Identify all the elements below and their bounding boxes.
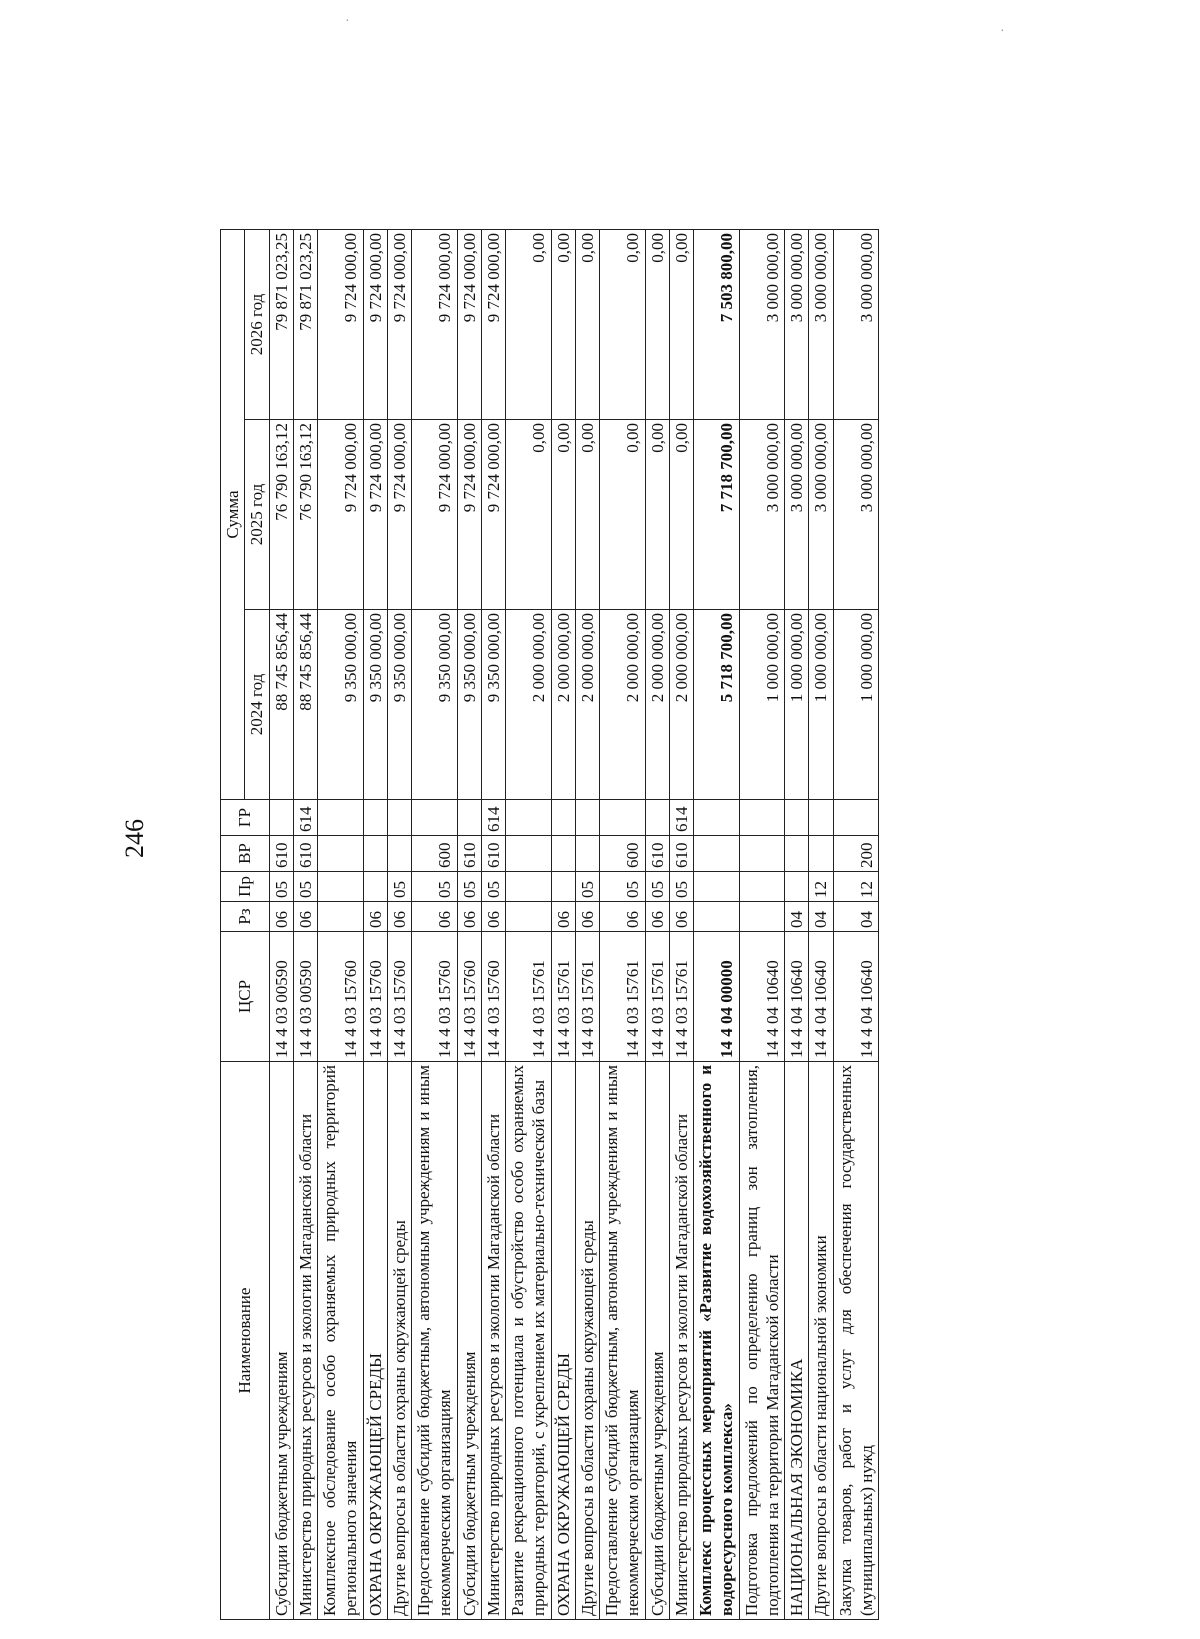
header-2025: 2025 год <box>245 420 269 610</box>
cell-y2025: 3 000 000,00 <box>739 420 785 610</box>
header-2026: 2026 год <box>245 229 269 419</box>
cell-pr <box>363 872 387 902</box>
cell-gr <box>412 800 458 836</box>
cell-rz <box>694 902 740 932</box>
table-row <box>506 229 552 1619</box>
cell-name: Развитие рекреационного потенциала и обустройство особо охраняемых природных территорий, с укреплением их материально-технической базы <box>506 1062 552 1620</box>
cell-name: Министерство природных ресурсов и экологии Магаданской области <box>293 1062 317 1620</box>
cell-y2026: 3 000 000,00 <box>833 229 879 419</box>
cell-y2026: 0,00 <box>551 229 575 419</box>
cell-rz: 06 <box>363 902 387 932</box>
cell-pr: 05 <box>387 872 411 902</box>
table-row <box>645 229 669 1619</box>
cell-rz: 06 <box>575 902 599 932</box>
cell-y2026: 9 724 000,00 <box>318 229 364 419</box>
cell-y2026: 9 724 000,00 <box>363 229 387 419</box>
cell-y2025: 3 000 000,00 <box>809 420 833 610</box>
cell-gr <box>833 800 879 836</box>
cell-pr <box>694 872 740 902</box>
cell-pr: 12 <box>809 872 833 902</box>
cell-y2026: 0,00 <box>645 229 669 419</box>
table-row <box>457 229 481 1619</box>
cell-y2024: 9 350 000,00 <box>481 610 505 800</box>
cell-vr <box>739 836 785 872</box>
cell-y2024: 2 000 000,00 <box>506 610 552 800</box>
cell-y2025: 9 724 000,00 <box>457 420 481 610</box>
cell-y2026: 0,00 <box>669 229 693 419</box>
cell-y2026: 3 000 000,00 <box>739 229 785 419</box>
cell-y2026: 9 724 000,00 <box>412 229 458 419</box>
cell-pr: 05 <box>645 872 669 902</box>
header-2024: 2024 год <box>245 610 269 800</box>
cell-pr: 05 <box>457 872 481 902</box>
scan-mark: · <box>345 14 350 29</box>
cell-rz: 06 <box>669 902 693 932</box>
table-row <box>600 229 646 1619</box>
table-row <box>669 229 693 1619</box>
cell-csr: 14 4 03 15760 <box>481 932 505 1062</box>
cell-gr <box>694 800 740 836</box>
table-row <box>363 229 387 1619</box>
cell-y2026: 0,00 <box>506 229 552 419</box>
cell-csr: 14 4 03 15761 <box>669 932 693 1062</box>
cell-csr: 14 4 03 15761 <box>551 932 575 1062</box>
cell-gr <box>318 800 364 836</box>
cell-rz: 06 <box>293 902 317 932</box>
cell-rz <box>318 902 364 932</box>
cell-y2024: 1 000 000,00 <box>739 610 785 800</box>
cell-name: Министерство природных ресурсов и экологии Магаданской области <box>669 1062 693 1620</box>
cell-y2026: 79 871 023,25 <box>269 229 293 419</box>
cell-y2024: 2 000 000,00 <box>600 610 646 800</box>
cell-y2025: 7 718 700,00 <box>694 420 740 610</box>
cell-name: Субсидии бюджетным учреждениям <box>645 1062 669 1620</box>
table-body <box>269 229 879 1619</box>
cell-rz <box>506 902 552 932</box>
cell-csr: 14 4 03 15760 <box>363 932 387 1062</box>
cell-rz: 04 <box>785 902 809 932</box>
cell-y2024: 2 000 000,00 <box>669 610 693 800</box>
cell-vr <box>785 836 809 872</box>
budget-table-container <box>220 230 1060 1620</box>
cell-name: Субсидии бюджетным учреждениям <box>269 1062 293 1620</box>
cell-name: ОХРАНА ОКРУЖАЮЩЕЙ СРЕДЫ <box>551 1062 575 1620</box>
cell-y2024: 9 350 000,00 <box>318 610 364 800</box>
table-row <box>387 229 411 1619</box>
header-csr: ЦСР <box>221 932 270 1062</box>
cell-gr <box>387 800 411 836</box>
table-row <box>833 229 879 1619</box>
cell-y2025: 9 724 000,00 <box>363 420 387 610</box>
cell-pr: 05 <box>481 872 505 902</box>
table-row <box>551 229 575 1619</box>
cell-pr: 05 <box>412 872 458 902</box>
cell-vr <box>575 836 599 872</box>
table-row <box>293 229 317 1619</box>
cell-name: Министерство природных ресурсов и экологии Магаданской области <box>481 1062 505 1620</box>
cell-y2024: 1 000 000,00 <box>833 610 879 800</box>
header-rz: Рз <box>221 902 270 932</box>
cell-csr: 14 4 04 10640 <box>785 932 809 1062</box>
cell-csr: 14 4 03 00590 <box>293 932 317 1062</box>
cell-vr <box>387 836 411 872</box>
table-row <box>412 229 458 1619</box>
cell-name: Предоставление субсидий бюджетным, автономным учреждениям и иным некоммерческим организациям <box>412 1062 458 1620</box>
cell-pr: 12 <box>833 872 879 902</box>
cell-y2025: 9 724 000,00 <box>387 420 411 610</box>
cell-y2024: 88 745 856,44 <box>269 610 293 800</box>
cell-vr: 600 <box>412 836 458 872</box>
cell-vr <box>318 836 364 872</box>
scan-mark: · <box>1000 24 1005 39</box>
table-row <box>318 229 364 1619</box>
cell-pr <box>739 872 785 902</box>
table-row <box>785 229 809 1619</box>
cell-rz: 06 <box>412 902 458 932</box>
cell-name: НАЦИОНАЛЬНАЯ ЭКОНОМИКА <box>785 1062 809 1620</box>
cell-vr <box>809 836 833 872</box>
cell-gr <box>575 800 599 836</box>
cell-name: Другие вопросы в области национальной экономики <box>809 1062 833 1620</box>
cell-y2025: 0,00 <box>506 420 552 610</box>
cell-csr: 14 4 03 15761 <box>506 932 552 1062</box>
cell-vr: 610 <box>645 836 669 872</box>
cell-y2024: 2 000 000,00 <box>645 610 669 800</box>
cell-gr <box>785 800 809 836</box>
cell-name: Субсидии бюджетным учреждениям <box>457 1062 481 1620</box>
cell-rz: 06 <box>645 902 669 932</box>
cell-vr: 610 <box>457 836 481 872</box>
table-row <box>269 229 293 1619</box>
cell-gr <box>551 800 575 836</box>
cell-gr <box>269 800 293 836</box>
cell-gr <box>363 800 387 836</box>
cell-pr: 05 <box>669 872 693 902</box>
cell-gr <box>645 800 669 836</box>
cell-pr: 05 <box>600 872 646 902</box>
cell-csr: 14 4 03 00590 <box>269 932 293 1062</box>
cell-y2024: 5 718 700,00 <box>694 610 740 800</box>
cell-csr: 14 4 04 10640 <box>833 932 879 1062</box>
cell-vr: 610 <box>669 836 693 872</box>
table-row <box>575 229 599 1619</box>
cell-y2025: 9 724 000,00 <box>412 420 458 610</box>
cell-rz: 06 <box>551 902 575 932</box>
table-header <box>221 229 270 1619</box>
cell-y2025: 9 724 000,00 <box>318 420 364 610</box>
header-gr: ГР <box>221 800 270 836</box>
cell-gr <box>457 800 481 836</box>
cell-y2025: 9 724 000,00 <box>481 420 505 610</box>
cell-y2026: 3 000 000,00 <box>809 229 833 419</box>
cell-vr: 200 <box>833 836 879 872</box>
cell-rz: 06 <box>269 902 293 932</box>
cell-y2025: 76 790 163,12 <box>269 420 293 610</box>
header-sum: Сумма <box>221 229 245 799</box>
cell-y2026: 9 724 000,00 <box>387 229 411 419</box>
cell-pr: 05 <box>575 872 599 902</box>
cell-rz: 06 <box>387 902 411 932</box>
cell-y2024: 1 000 000,00 <box>809 610 833 800</box>
cell-y2025: 0,00 <box>551 420 575 610</box>
cell-name: ОХРАНА ОКРУЖАЮЩЕЙ СРЕДЫ <box>363 1062 387 1620</box>
cell-gr: 614 <box>293 800 317 836</box>
cell-y2025: 76 790 163,12 <box>293 420 317 610</box>
cell-y2026: 3 000 000,00 <box>785 229 809 419</box>
cell-gr <box>506 800 552 836</box>
table-row <box>739 229 785 1619</box>
cell-pr: 05 <box>293 872 317 902</box>
table-row <box>694 229 740 1619</box>
cell-rz: 06 <box>457 902 481 932</box>
cell-name: Другие вопросы в области охраны окружающей среды <box>387 1062 411 1620</box>
cell-csr: 14 4 03 15761 <box>645 932 669 1062</box>
cell-vr <box>363 836 387 872</box>
cell-y2026: 9 724 000,00 <box>481 229 505 419</box>
cell-y2024: 9 350 000,00 <box>457 610 481 800</box>
cell-name: Подготовка предложений по определению границ зон затопления, подтопления на территории Магаданской области <box>739 1062 785 1620</box>
cell-rz: 04 <box>809 902 833 932</box>
cell-y2026: 7 503 800,00 <box>694 229 740 419</box>
cell-pr <box>318 872 364 902</box>
cell-gr: 614 <box>669 800 693 836</box>
cell-name: Предоставление субсидий бюджетным, автономным учреждениям и иным некоммерческим организациям <box>600 1062 646 1620</box>
cell-y2026: 0,00 <box>575 229 599 419</box>
cell-y2025: 0,00 <box>669 420 693 610</box>
cell-csr: 14 4 03 15760 <box>457 932 481 1062</box>
cell-csr: 14 4 03 15761 <box>600 932 646 1062</box>
cell-vr: 610 <box>481 836 505 872</box>
cell-y2025: 0,00 <box>600 420 646 610</box>
cell-vr <box>551 836 575 872</box>
cell-y2024: 1 000 000,00 <box>785 610 809 800</box>
header-name: Наименование <box>221 1062 270 1620</box>
cell-csr: 14 4 03 15761 <box>575 932 599 1062</box>
cell-rz: 06 <box>600 902 646 932</box>
cell-pr <box>785 872 809 902</box>
cell-name: Комплексное обследование особо охраняемых природных территорий регионального значения <box>318 1062 364 1620</box>
cell-y2024: 88 745 856,44 <box>293 610 317 800</box>
cell-y2025: 0,00 <box>575 420 599 610</box>
cell-csr: 14 4 03 15760 <box>387 932 411 1062</box>
cell-name: Другие вопросы в области охраны окружающей среды <box>575 1062 599 1620</box>
cell-vr <box>694 836 740 872</box>
cell-csr: 14 4 04 10640 <box>739 932 785 1062</box>
cell-rz: 04 <box>833 902 879 932</box>
cell-csr: 14 4 04 10640 <box>809 932 833 1062</box>
cell-name: Комплекс процессных мероприятий «Развитие водохозяйственного и водоресурсного комплекса» <box>694 1062 740 1620</box>
cell-gr: 614 <box>481 800 505 836</box>
cell-gr <box>809 800 833 836</box>
budget-table <box>220 229 879 1620</box>
cell-gr <box>600 800 646 836</box>
cell-rz <box>739 902 785 932</box>
cell-y2026: 79 871 023,25 <box>293 229 317 419</box>
table-row <box>481 229 505 1619</box>
cell-pr <box>506 872 552 902</box>
table-row <box>809 229 833 1619</box>
cell-vr: 600 <box>600 836 646 872</box>
cell-pr: 05 <box>269 872 293 902</box>
header-pr: Пр <box>221 872 270 902</box>
cell-y2025: 0,00 <box>645 420 669 610</box>
cell-vr: 610 <box>269 836 293 872</box>
cell-csr: 14 4 04 00000 <box>694 932 740 1062</box>
cell-csr: 14 4 03 15760 <box>412 932 458 1062</box>
cell-y2024: 9 350 000,00 <box>387 610 411 800</box>
cell-y2024: 9 350 000,00 <box>412 610 458 800</box>
cell-gr <box>739 800 785 836</box>
cell-vr <box>506 836 552 872</box>
cell-y2026: 0,00 <box>600 229 646 419</box>
cell-y2024: 9 350 000,00 <box>363 610 387 800</box>
cell-name: Закупка товаров, работ и услуг для обеспечения государственных (муниципальных) нужд <box>833 1062 879 1620</box>
cell-csr: 14 4 03 15760 <box>318 932 364 1062</box>
header-vr: ВР <box>221 836 270 872</box>
cell-y2025: 3 000 000,00 <box>785 420 809 610</box>
cell-vr: 610 <box>293 836 317 872</box>
cell-y2024: 2 000 000,00 <box>551 610 575 800</box>
cell-y2024: 2 000 000,00 <box>575 610 599 800</box>
cell-y2025: 3 000 000,00 <box>833 420 879 610</box>
cell-pr <box>551 872 575 902</box>
cell-y2026: 9 724 000,00 <box>457 229 481 419</box>
cell-rz: 06 <box>481 902 505 932</box>
page-number: 246 <box>120 819 149 858</box>
